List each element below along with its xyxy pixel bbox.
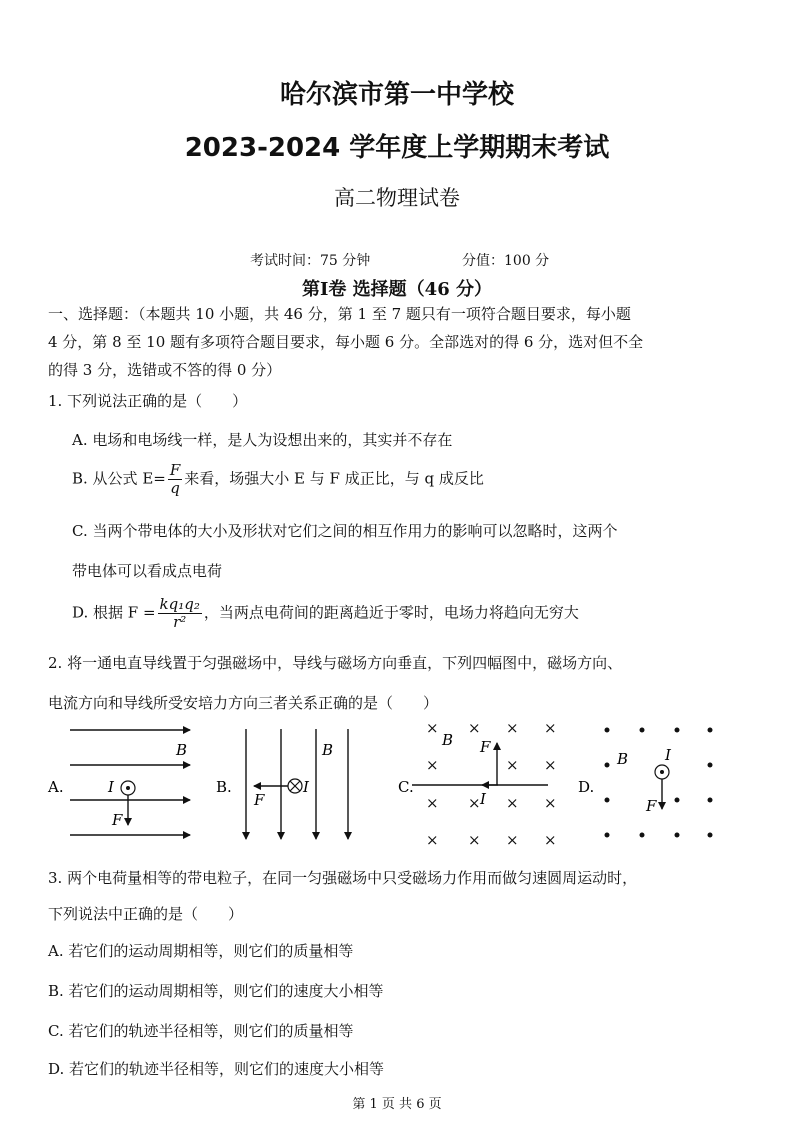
instructions-line-3: 的得 3 分，选错或不答的得 0 分） bbox=[48, 361, 282, 379]
q1-option-d bbox=[72, 596, 579, 631]
q1-stem: 1. 下列说法正确的是（ ） bbox=[48, 392, 248, 410]
symbol-i: I bbox=[480, 790, 486, 808]
svg-text:×: × bbox=[506, 719, 519, 737]
symbol-f: F bbox=[112, 811, 123, 829]
svg-text:×: × bbox=[426, 719, 439, 737]
q1-option-b bbox=[72, 462, 484, 497]
svg-text:×: × bbox=[426, 756, 439, 774]
q3-option-d: D. 若它们的轨迹半径相等，则它们的速度大小相等 bbox=[48, 1060, 385, 1078]
school-title: 哈尔滨市第一中学校 bbox=[279, 80, 514, 110]
symbol-b: B bbox=[322, 741, 334, 759]
fraction-numerator: kq₁q₂ bbox=[159, 595, 200, 613]
q2-stem-line-1: 2. 将一通电直导线置于匀强磁场中，导线与磁场方向垂直，下列四幅图中，磁场方向、 bbox=[48, 654, 623, 672]
formula-e-fraction bbox=[168, 462, 182, 497]
q1-b-prefix: B. 从公式 E= bbox=[72, 469, 166, 488]
q1-d-prefix: D. 根据 F = bbox=[72, 603, 156, 622]
symbol-f: F bbox=[480, 738, 491, 756]
svg-text:×: × bbox=[468, 794, 481, 812]
symbol-i: I bbox=[303, 778, 309, 796]
svg-text:×: × bbox=[544, 719, 557, 737]
q3-option-c: C. 若它们的轨迹半径相等，则它们的质量相等 bbox=[48, 1022, 354, 1040]
current-dot bbox=[126, 786, 130, 790]
exam-title: 2023-2024 学年度上学期期末考试 bbox=[184, 133, 610, 163]
symbol-i: I bbox=[108, 778, 114, 796]
diagram-a bbox=[47, 730, 190, 835]
diagram-c-label: C. bbox=[398, 778, 414, 796]
diagram-d bbox=[578, 728, 713, 838]
svg-text:×: × bbox=[506, 794, 519, 812]
q1-option-c-line-2: 带电体可以看成点电荷 bbox=[72, 562, 223, 580]
q1-option-a: A. 电场和电场线一样，是人为设想出来的，其实并不存在 bbox=[72, 431, 453, 449]
diagram-d-label: D. bbox=[578, 778, 595, 796]
svg-text:×: × bbox=[544, 794, 557, 812]
svg-text:×: × bbox=[506, 831, 519, 849]
exam-time: 考试时间：75 分钟 bbox=[250, 253, 371, 269]
diagram-b bbox=[216, 729, 348, 839]
instructions-line-2: 4 分，第 8 至 10 题有多项符合题目要求，每小题 6 分。全部选对的得 6 分，选对但不全 bbox=[48, 333, 644, 351]
symbol-b: B bbox=[617, 750, 629, 768]
exam-score: 分值：100 分 bbox=[462, 253, 550, 269]
svg-text:×: × bbox=[544, 831, 557, 849]
diagram-a-label: A. bbox=[48, 778, 64, 796]
q1-option-c-line-1: C. 当两个带电体的大小及形状对它们之间的相互作用力的影响可以忽略时，这两个 bbox=[72, 522, 618, 540]
q3-stem-line-2: 下列说法中正确的是（ ） bbox=[48, 905, 244, 923]
paper-title: 高二物理试卷 bbox=[334, 186, 460, 210]
coulomb-formula-fraction bbox=[158, 596, 202, 631]
svg-text:×: × bbox=[506, 756, 519, 774]
symbol-b: B bbox=[442, 731, 454, 749]
symbol-i: I bbox=[665, 746, 671, 764]
q3-stem-line-1: 3. 两个电荷量相等的带电粒子，在同一匀强磁场中只受磁场力作用而做匀速圆周运动时， bbox=[48, 869, 638, 887]
instructions-line-1: 一、选择题：（本题共 10 小题，共 46 分，第 1 至 7 题只有一项符合题目要求，每小题 bbox=[48, 305, 631, 323]
q2-stem-line-2: 电流方向和导线所受安培力方向三者关系正确的是（ ） bbox=[48, 694, 439, 712]
q3-option-a: A. 若它们的运动周期相等，则它们的质量相等 bbox=[48, 942, 354, 960]
section-title: 第Ⅰ卷 选择题（46 分） bbox=[301, 279, 492, 300]
svg-text:×: × bbox=[544, 756, 557, 774]
symbol-f: F bbox=[646, 797, 657, 815]
diagram-b-label: B. bbox=[216, 778, 232, 796]
diagram-c bbox=[398, 719, 557, 849]
svg-text:×: × bbox=[468, 719, 481, 737]
symbol-b: B bbox=[176, 741, 188, 759]
svg-text:×: × bbox=[426, 831, 439, 849]
q1-b-suffix: 来看，场强大小 E 与 F 成正比，与 q 成反比 bbox=[184, 469, 484, 488]
page-footer: 第 1 页 共 6 页 bbox=[352, 1097, 442, 1112]
fraction-denominator: q bbox=[170, 479, 180, 497]
q2-diagrams bbox=[0, 715, 794, 855]
svg-text:×: × bbox=[426, 794, 439, 812]
field-out-of-page-dots bbox=[605, 728, 713, 838]
svg-text:×: × bbox=[468, 831, 481, 849]
symbol-f: F bbox=[254, 791, 265, 809]
fraction-numerator: F bbox=[169, 461, 181, 479]
q1-d-suffix: ，当两点电荷间的距离趋近于零时，电场力将趋向无穷大 bbox=[203, 603, 579, 622]
q3-option-b: B. 若它们的运动周期相等，则它们的速度大小相等 bbox=[48, 982, 384, 1000]
current-dot bbox=[660, 770, 664, 774]
fraction-denominator: r² bbox=[173, 613, 187, 631]
